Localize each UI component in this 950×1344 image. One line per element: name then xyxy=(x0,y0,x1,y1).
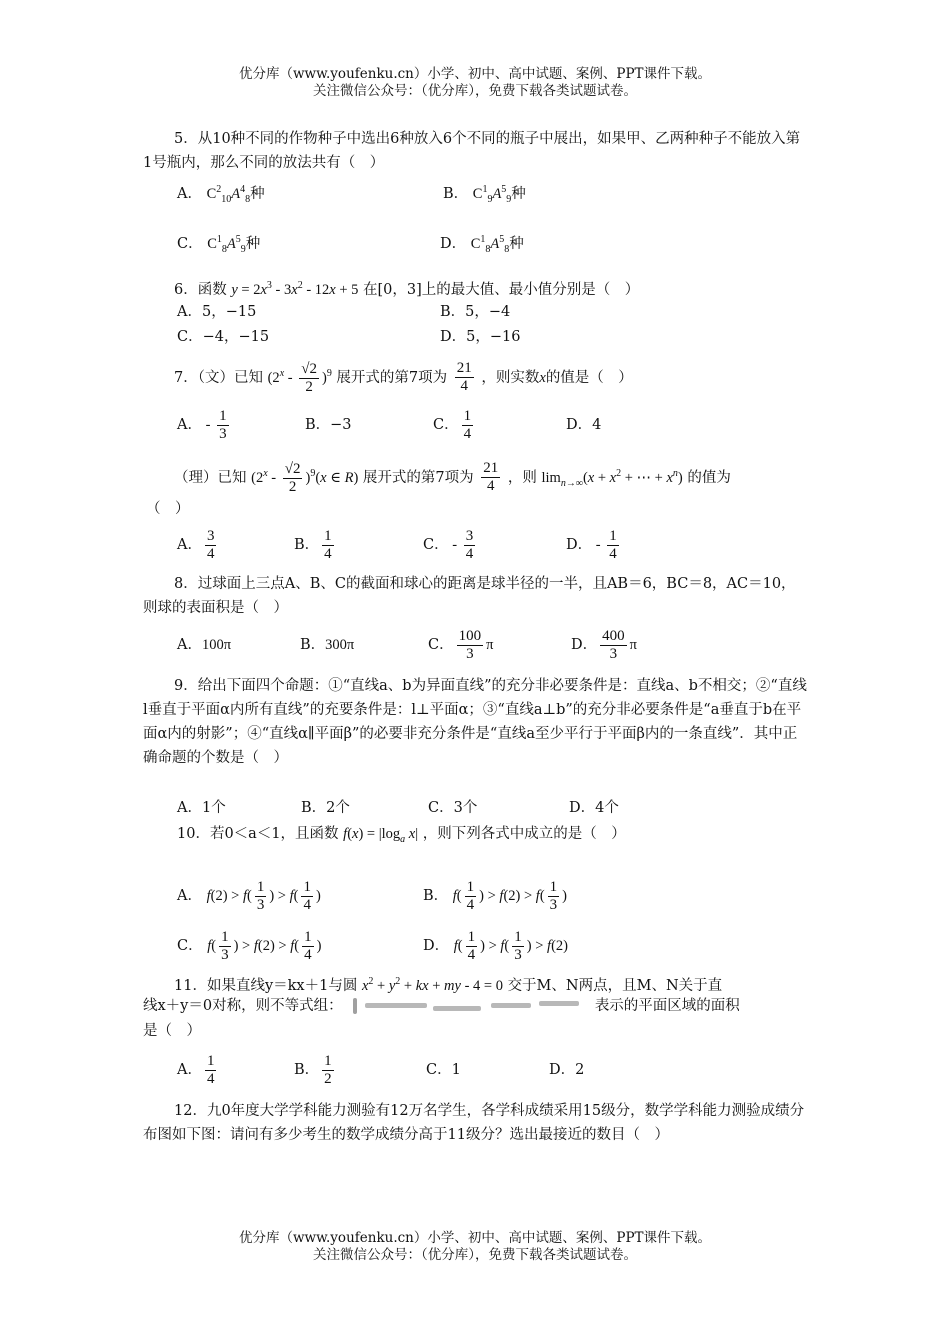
q10-option-b: B． f( $\frac{1}{4}$ ) > f(2) > f( $\frac{1}{3}$ ) xyxy=(423,879,567,914)
option-label: D． xyxy=(440,235,467,252)
question-7-wen-stem xyxy=(174,352,633,400)
q6-option-c: C．−4，−15 xyxy=(177,329,270,345)
question-7-li-stem xyxy=(174,452,731,506)
q8-option-c: C． $\frac{100}{3}$ π xyxy=(428,627,494,662)
header-line-1: 优分库（www.youfenku.cn）小学、初中、高中试题、案例、PPT课件下载。 xyxy=(238,66,712,82)
option-unit: 种 xyxy=(511,185,526,202)
q9-option-d: D．4个 xyxy=(569,800,619,816)
q8-option-b: B．300π xyxy=(300,637,355,653)
q6-option-b: B．5，−4 xyxy=(440,304,511,320)
q5-option-b: B． $C^1_9A^5_9$种 xyxy=(443,184,526,205)
question-8-stem: 8．过球面上三点A、B、C的截面和球心的距离是球半径的一半，且AB＝6，BC＝8，AC＝10，则球的表面积是（ ） xyxy=(143,576,796,616)
q7-li-then: ，则 xyxy=(507,469,537,486)
q11-option-b: B． $\frac{1}{2}$ xyxy=(294,1052,332,1087)
q7-li-term-value: $\frac{21}{4}$ xyxy=(483,460,499,495)
q7-li-mid: 展开式的第7项为 xyxy=(362,469,474,486)
q10-option-a: A． f(2) > f( $\frac{1}{3}$ ) > f( $\frac{1}{4}$ ) xyxy=(177,879,321,914)
q11-option-a: A． $\frac{1}{4}$ xyxy=(177,1052,215,1087)
q7-li-limit: $\lim_{n\to\infty}(x + x^2$ + ⋯ + $x^n$) xyxy=(541,468,683,489)
q5-option-a: A． $C^2_{10}A^4_8$种 xyxy=(177,184,265,205)
question-5-stem: 5．从10种不同的作物种子中选出6种放入6个不同的瓶子中展出，如果甲、乙两种种子不能放入第1号瓶内，那么不同的放法共有（ ） xyxy=(143,131,801,171)
q11-option-d: D．2 xyxy=(549,1062,585,1078)
q7-li-option-c: C． - $\frac{3}{4}$ xyxy=(423,527,474,562)
question-9-stem: 9．给出下面四个命题：①“直线a、b为异面直线”的充分非必要条件是：直线a、b不相交；②“直线l垂直于平面α内所有直线”的充要条件是：l⊥平面α；③“直线a⊥b”的充分非必要条件是“a垂直于b在平面α内的射影”；④“直线α∥平面β”的必要非充分条件是“直线a至少平行于平面β内的一条直线”．其中正确命题的个数是（ ） xyxy=(143,678,807,766)
q10-option-d: D． f( $\frac{1}{4}$ ) > f( $\frac{1}{3}$ ) > f(2) xyxy=(423,929,568,964)
question-12-stem: 12．九0年度大学学科能力测验有12万名学生，各学科成绩采用15级分，数学学科能力测验成绩分布图如下图：请问有多少考生的数学成绩分高于11级分？选出最接近的数目（ ） xyxy=(143,1103,805,1143)
option-unit: 种 xyxy=(250,185,265,202)
q11-circle-formula: $x^2 + y^2$ + kx + my - 4 = 0 xyxy=(361,976,503,994)
q7-option-d: D．4 xyxy=(566,417,602,433)
q6-suffix: 在[0，3]上的最大值、最小值分别是（ ） xyxy=(363,281,640,298)
q7-li-option-b: B． $\frac{1}{4}$ xyxy=(294,527,332,562)
q7-term-value: $\frac{21}{4}$ xyxy=(456,360,472,395)
q7-li-option-d: D． - $\frac{1}{4}$ xyxy=(566,527,617,562)
question-6-stem: 6．函数 $y = 2x^3 - 3x^2 - 12x + 5$ 在[0，3]上的最大值、最小值分别是（ ） xyxy=(174,280,640,298)
q10-prefix: 10．若0＜a＜1，且函数 xyxy=(177,826,339,842)
q7-mid: 展开式的第7项为 xyxy=(336,369,448,386)
page-footer xyxy=(0,1230,950,1264)
option-label: C． xyxy=(177,235,203,252)
q7-prefix: 7．（文）已知 xyxy=(174,369,263,386)
question-10-stem xyxy=(177,824,626,850)
q7-variable: x xyxy=(539,369,546,386)
q7-option-a: A． - $\frac{1}{3}$ xyxy=(177,407,227,442)
question-11-line-3: 是（ ） xyxy=(143,1023,201,1039)
q10-suffix: ，则下列各式中成立的是（ ） xyxy=(422,826,626,842)
option-unit: 种 xyxy=(245,235,261,252)
q10-option-c: C． f( $\frac{1}{3}$ ) > f(2) > f( $\frac{1}{4}$ ) xyxy=(177,929,322,964)
q10-function-formula: $f(x) = |\log_a$ x| xyxy=(343,826,419,845)
q11-line2-suffix: 表示的平面区域的面积 xyxy=(594,998,740,1014)
q11-inequality-system-image xyxy=(351,997,586,1015)
footer-line-2: 关注微信公众号：（优分库），免费下载各类试题试卷。 xyxy=(313,1247,637,1263)
option-label: A． xyxy=(177,185,202,202)
q5-option-d: D． $C^1_8A^5_8$种 xyxy=(440,234,524,255)
q7-option-c: C． $\frac{1}{4}$ xyxy=(433,407,472,442)
header-line-2: 关注微信公众号：（优分库），免费下载各类试题试卷。 xyxy=(313,83,637,99)
q7-li-suffix: 的值为 xyxy=(687,469,731,486)
q7-suffix2: 的值是（ ） xyxy=(545,369,633,386)
option-label: B． xyxy=(443,185,469,202)
q7-suffix: ，则实数 xyxy=(481,369,540,386)
q6-prefix: 6．函数 xyxy=(174,281,227,298)
page-header xyxy=(0,66,950,100)
q7-li-paren: （ ） xyxy=(146,501,190,517)
question-11-line-1 xyxy=(174,972,722,996)
q6-option-a: A．5，−15 xyxy=(177,304,257,320)
q5-option-c: C． $C^1_8A^5_9$种 xyxy=(177,234,261,255)
q7-li-expression: (2$^x$ - $\frac{√2}{2}$ )$^9$(x ∈ R) xyxy=(251,461,359,495)
question-11-line-2 xyxy=(143,996,740,1016)
q9-option-b: B．2个 xyxy=(301,800,350,816)
q11-suffix: 交于M、N两点，且M、N关于直 xyxy=(507,977,723,994)
q11-line2-prefix: 线x＋y＝0对称，则不等式组： xyxy=(143,998,343,1014)
footer-line-1: 优分库（www.youfenku.cn）小学、初中、高中试题、案例、PPT课件下载。 xyxy=(238,1230,712,1246)
q6-function-formula: y xyxy=(231,281,238,298)
q7-li-option-a: A． $\frac{3}{4}$ xyxy=(177,527,215,562)
q7-li-prefix: （理）已知 xyxy=(174,469,247,486)
q7-option-b: B．−3 xyxy=(305,417,352,433)
q8-option-a: A．100π xyxy=(177,637,232,653)
q7-expression: (2$^x$ - $\frac{√2}{2}$ )$^9$ xyxy=(267,361,332,395)
option-unit: 种 xyxy=(509,235,524,252)
q8-option-d: D． $\frac{400}{3}$ π xyxy=(571,627,637,662)
q11-option-c: C．1 xyxy=(426,1062,461,1078)
q9-option-c: C．3个 xyxy=(428,800,478,816)
q9-option-a: A．1个 xyxy=(177,800,226,816)
q11-prefix: 11．如果直线y＝kx＋1与圆 xyxy=(174,977,358,994)
q6-option-d: D．5，−16 xyxy=(440,329,521,345)
